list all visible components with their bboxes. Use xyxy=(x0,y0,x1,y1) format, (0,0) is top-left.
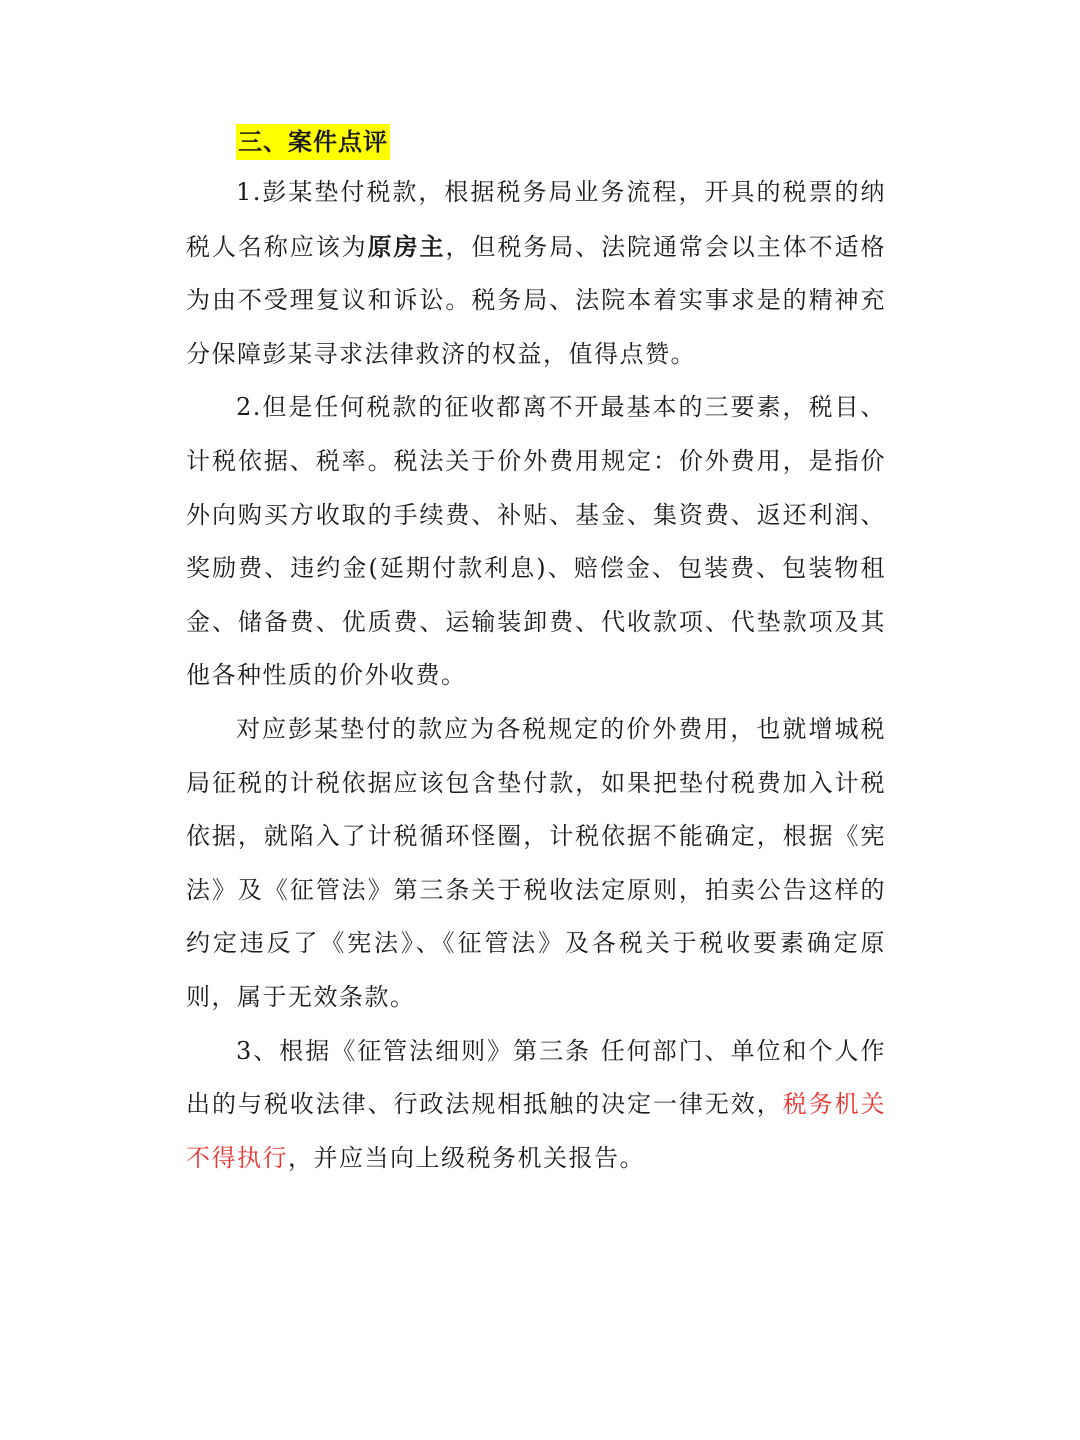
section-heading: 三、案件点评 xyxy=(236,124,390,160)
paragraph-1-text-b: ，但税务局、法院通常会以主体不适格为由不受理复议和诉讼。税务局、法院本着实事求是的精神充分保障彭某寻求法律救济的权益，值得点赞。 xyxy=(186,232,887,368)
paragraph-4-red-text: 税务机关不得执行 xyxy=(186,1090,886,1172)
paragraph-1-text-a: 1.彭某垫付税款，根据税务局业务流程，开具的税票的纳税人名称应该为 xyxy=(186,178,886,261)
paragraph-2: 2.但是任何税款的征收都离不开最基本的三要素，税目、计税依据、税率。税法关于价外费用规定：价外费用，是指价外向购买方收取的手续费、补贴、基金、集资费、返还利润、奖励费、违约金(延期付款利息)、赔偿金、包装费、包装物租金、储备费、优质费、运输装卸费、代收款项、代垫款项及其他各种性质的价外收费。 xyxy=(186,393,886,690)
paragraph-3: 对应彭某垫付的款应为各税规定的价外费用，也就增城税局征税的计税依据应该包含垫付款，如果把垫付税费加入计税依据，就陷入了计税循环怪圈，计税依据不能确定，根据《宪法》及《征管法》第三条关于税收法定原则，拍卖公告这样的约定违反了《宪法》、《征管法》及各税关于税收要素确定原则，属于无效条款。 xyxy=(186,714,886,1011)
paragraph-1 xyxy=(186,166,886,381)
paragraph-4-text-a: 3、根据《征管法细则》第三条 任何部门、单位和个人作出的与税收法律、行政法规相抵触的决定一律无效， xyxy=(186,1036,886,1119)
paragraph-1-bold-text: 原房主 xyxy=(367,231,446,261)
paragraph-4 xyxy=(186,1025,886,1186)
paragraph-4-text-b: ，并应当向上级税务机关报告。 xyxy=(288,1143,645,1172)
document-page xyxy=(186,124,886,1185)
